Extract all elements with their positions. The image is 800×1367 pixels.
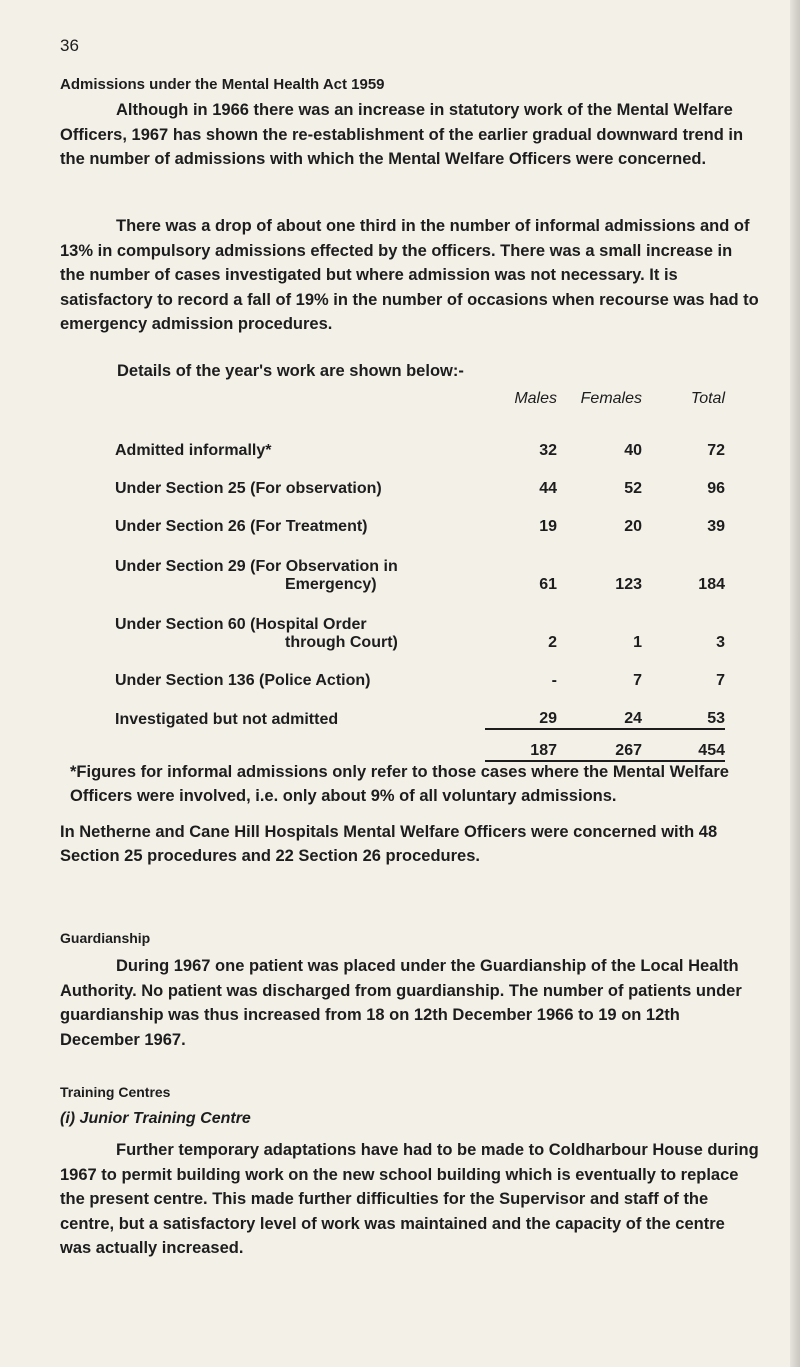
row-males: 19 (539, 518, 557, 535)
row-total: 7 (716, 672, 725, 689)
table-intro: Details of the year's work are shown below:- (117, 362, 464, 380)
page-edge (790, 0, 800, 1367)
table-row (115, 690, 725, 729)
row-label: Under Section 136 (Police Action) (115, 672, 371, 689)
table-row (115, 536, 725, 594)
row-females: 7 (633, 672, 642, 689)
row-label-line-1: Under Section 60 (Hospital Order (115, 616, 367, 633)
header-label-spacer (115, 390, 485, 422)
admissions-table (115, 390, 725, 762)
row-total: 39 (707, 518, 725, 535)
table-row (115, 594, 725, 652)
header-females: Females (580, 390, 642, 407)
row-label-line-2: Emergency) (285, 576, 377, 593)
table-row (115, 652, 725, 690)
row-total: 184 (698, 576, 725, 593)
paragraph-text: Although in 1966 there was an increase in statutory work of the Mental Welfare Officers, 1967 has shown the re-establishment of the earlier gradual downward trend in the number of admissions with which the Mental Welfare Officers were concerned. (60, 101, 744, 168)
row-total: 72 (707, 442, 725, 459)
footnote-star: *Figures for informal admissions only refer to those cases where the Mental Welfare Officers were involved, i.e. only about 9% of all voluntary admissions. (70, 763, 729, 805)
section-heading-admissions: Admissions under the Mental Health Act 1959 (60, 76, 385, 93)
row-males: 44 (539, 480, 557, 497)
row-label: Under Section 26 (For Treatment) (115, 518, 368, 535)
row-males: 29 (539, 710, 557, 727)
paragraph-text: There was a drop of about one third in the number of informal admissions and of 13% in compulsory admissions effected by the officers. There was a small increase in the number of cases investigated but where admission was not necessary. It is satisfactory to record a fall of 19% in the number of occasions when recourse was had to emergency admission procedures. (60, 217, 759, 333)
row-label-line-2: through Court) (285, 634, 398, 651)
footnote-paragraph: In Netherne and Cane Hill Hospitals Mental Welfare Officers were concerned with 48 Section 25 procedures and 22 Section 26 procedures. (60, 823, 718, 865)
guardianship-paragraph (60, 954, 760, 1052)
table-header-row (115, 390, 725, 422)
section-heading-training: Training Centres (60, 1084, 171, 1100)
row-total: 53 (707, 710, 725, 727)
row-females: 20 (624, 518, 642, 535)
admissions-paragraph-1 (60, 98, 760, 172)
row-total: 96 (707, 480, 725, 497)
training-paragraph (60, 1138, 760, 1261)
row-label (115, 536, 485, 594)
row-males: 32 (539, 442, 557, 459)
totals-row (115, 729, 725, 761)
table-row (115, 422, 725, 460)
row-label-line-1: Under Section 29 (For Observation in (115, 558, 398, 575)
total-males: 187 (485, 729, 557, 761)
row-females: 123 (615, 576, 642, 593)
row-label: Under Section 25 (For observation) (115, 480, 382, 497)
row-label: Investigated but not admitted (115, 711, 339, 728)
totals-label-spacer (115, 729, 485, 761)
paragraph-text: During 1967 one patient was placed under the Guardianship of the Local Health Authority. No patient was discharged from guardianship. The number of patients under guardianship was thus increased from 18 on 12th December 1966 to 19 on 12th December 1967. (60, 957, 742, 1049)
subheading-junior-training: (i) Junior Training Centre (60, 1110, 251, 1127)
row-males: 61 (539, 576, 557, 593)
header-total: Total (690, 390, 725, 407)
row-males: - (551, 672, 557, 689)
row-label: Admitted informally* (115, 442, 272, 459)
total-total: 454 (642, 729, 725, 761)
row-label (115, 594, 485, 652)
table-row (115, 460, 725, 498)
total-females: 267 (557, 729, 642, 761)
admissions-paragraph-2 (60, 214, 760, 337)
row-total: 3 (716, 634, 725, 651)
row-males: 2 (548, 634, 557, 651)
section-heading-guardianship: Guardianship (60, 930, 151, 946)
table-row (115, 498, 725, 536)
row-females: 1 (633, 634, 642, 651)
table-footnote (60, 760, 760, 868)
row-females: 52 (624, 480, 642, 497)
row-females: 40 (624, 442, 642, 459)
header-males: Males (514, 390, 557, 407)
row-females: 24 (624, 710, 642, 727)
page-number: 36 (60, 36, 79, 55)
paragraph-text: Further temporary adaptations have had to be made to Coldharbour House during 1967 to permit building work on the new school building which is eventually to replace the present centre. This made further difficulties for the Supervisor and staff of the centre, but a satisfactory level of work was maintained and the capacity of the centre was actually increased. (60, 1141, 759, 1257)
